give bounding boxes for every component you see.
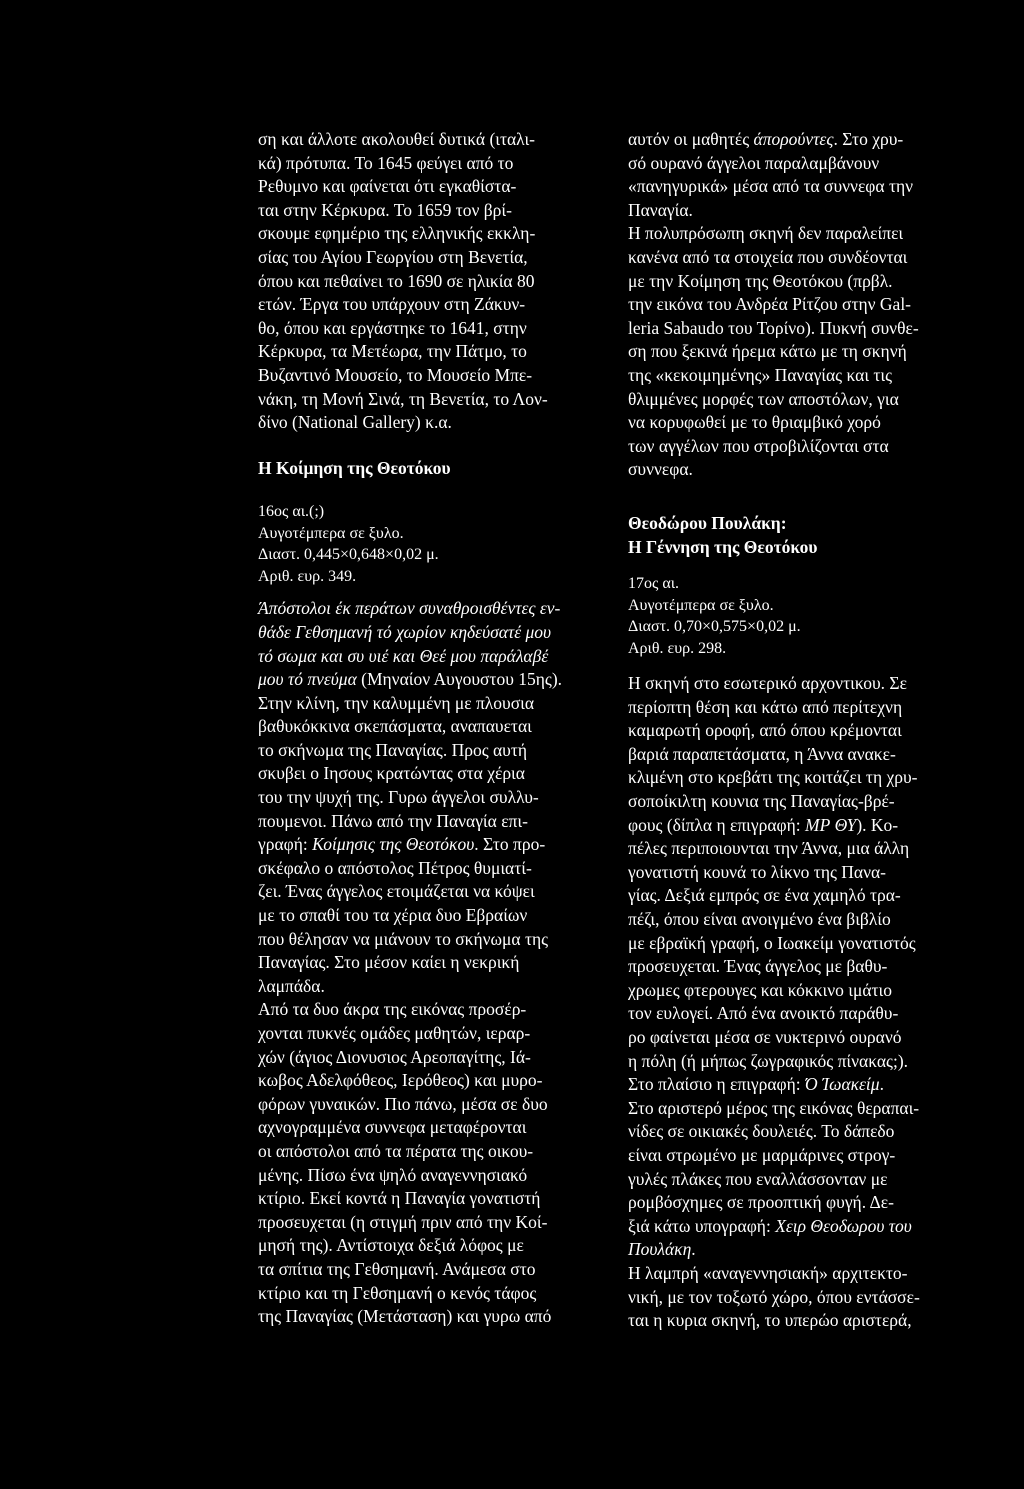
inscription-text: Κοίμησις της Θεοτόκου [312,834,475,855]
heading-line: Η Γέννηση της Θεοτόκου [628,536,818,557]
quote-paragraph [258,597,598,1328]
text-fragment: ξιά κάτω υπογραφή: [628,1215,776,1236]
meta-line: 16ος αι.(;) [258,503,325,521]
left-column [258,128,598,1329]
text-fragment: . [879,1074,884,1095]
text-line: γυλές πλάκες που εναλλάσσονταν με [628,1168,888,1189]
text-line: του την ψυχή της. Γυρω άγγελοι συλλυ- [258,787,539,808]
text-line: Η πολυπρόσωπη σκηνή δεν παραλείπει [628,223,904,244]
right-column [628,128,968,1333]
text-line: θλιμμένες μορφές των αποστόλων, για [628,388,899,409]
meta-line: Αυγοτέμπερα σε ξυλο. [628,596,774,614]
text-line: Στο αριστερό μέρος της εικόνας θεραπαι- [628,1097,920,1118]
section-heading: Η Κοίμηση της Θεοτόκου [258,457,451,478]
text-fragment: Στο πλαίσιο η επιγραφή: [628,1074,806,1095]
meta-line: Διαστ. 0,70×0,575×0,02 μ. [628,618,801,636]
text-line: χρωμες φτερουγες και κόκκινο ιμάτιο [628,979,893,1000]
text-line: χονται πυκνές ομάδες μαθητών, ιεραρ- [258,1023,531,1043]
text-fragment: αυτόν οι μαθητές [628,129,754,149]
text-line: Η σκηνή στο εσωτερικό αρχοντικου. Σε [628,673,907,694]
text-line: τον ευλογεί. Από ένα ανοικτό παράθυ- [628,1003,899,1024]
meta-line: Διαστ. 0,445×0,648×0,02 μ. [258,546,439,564]
text-line: κά) πρότυπα. Το 1645 φεύγει από το [258,152,514,173]
text-line: Παναγίας. Στο μέσον καίει η νεκρική [258,952,520,973]
text-line: οι απόστολοι από τα πέρατα της οικου- [258,1140,534,1161]
text-line: βαριά παραπετάσματα, η Άννα ανακε- [628,743,896,764]
text-line [628,1215,968,1239]
text-line: σοποίκιλτη κουνια της Παναγίας-βρέ- [628,791,895,812]
continuation-paragraph [628,128,968,482]
quote-text: θάδε Γεθσημανή τό χωρίον κηδεύσατέ μου [258,621,552,642]
heading-line: Θεοδώρου Πουλάκη: [628,512,787,533]
text-fragment: . [691,1239,696,1260]
text-line [628,1073,968,1097]
text-line: περίοπτη θέση και κάτω από περίτεχνη [628,696,903,717]
text-line: Ρεθυμνο και φαίνεται ότι εγκαθίστα- [258,176,517,197]
text-line: η πόλη (ή μήπως ζωγραφικός πίνακας;). [628,1050,909,1071]
text-line: νική, με τον τοξωτό χώρο, όπου εντάσσε- [628,1286,920,1307]
meta-line: Αριθ. ευρ. 298. [628,639,727,657]
text-line: πουμενοι. Πάνω από την Παναγία επι- [258,810,528,831]
text-line: τα σπίτια της Γεθσημανή. Ανάμεσα στο [258,1258,536,1279]
text-line: ται η κυρια σκηνή, το υπερώο αριστερά, [628,1310,912,1331]
text-line: κλιμένη στο κρεβάτι της κοιτάζει τη χρυ- [628,767,918,788]
inscription-text: ΜΡ ΘΥ [805,814,857,835]
text-line: το σκήνωμα της Παναγίας. Προς αυτή [258,739,528,760]
text-line: σό ουρανό άγγελοι παραλαμβάνουν [628,152,880,173]
text-line: μησή της). Αντίστοιχα δεξιά λόφος με [258,1235,524,1256]
text-line: ετών. Έργα του υπάρχουν στη Ζάκυν- [258,294,526,315]
text-line: προσευχεται (η στιγμή πριν από την Κοί- [258,1211,548,1232]
text-line: την εικόνα του Ανδρέα Ρίτζου στην Gal- [628,294,912,315]
text-line: σκουμε εφημέριο της ελληνικής εκκλη- [258,223,536,244]
text-line [258,833,598,857]
text-line: ζει. Ένας άγγελος ετοιμάζεται να κόψει [258,881,535,902]
text-line: «πανηγυρικά» μέσα από τα συννεφα την [628,176,914,197]
text-line: της «κεκοιμημένης» Παναγίας και τις [628,364,893,385]
text-line: κανένα από τα στοιχεία που συνδέονται [628,246,908,267]
text-line: κτίριο. Εκεί κοντά η Παναγία γονατιστή [258,1188,541,1209]
meta-line: Αυγοτέμπερα σε ξυλο. [258,524,404,542]
text-line: Βυζαντινό Μουσείο, το Μουσείο Μπε- [258,364,533,385]
text-fragment: . Στο προ- [474,834,546,855]
inscription-text: Ό Ίωακείμ [805,1074,880,1095]
text-line: με εβραϊκή γραφή, ο Ιωακείμ γονατιστός [628,932,916,953]
text-fragment: γραφή: [258,834,313,855]
quote-source: (Μηναίον Αυγουστου 15ης). [356,669,563,690]
text-line: ση και άλλοτε ακολουθεί δυτικά (ιταλι- [258,129,535,149]
text-line: Στην κλίνη, την καλυμμένη με πλουσια [258,692,535,713]
text-line: συννεφα. [628,459,693,480]
text-line: φόρων γυναικών. Πιο πάνω, μέσα σε δυο [258,1093,548,1114]
text-line: σκέφαλο ο απόστολος Πέτρος θυμιατί- [258,857,532,878]
text-line: με το σπαθί του τα χέρια δυο Εβραίων [258,905,528,926]
text-line: ται στην Κέρκυρα. Το 1659 τον βρί- [258,199,512,220]
text-line: ρο φαίνεται μέσα σε νυκτερινό ουρανό [628,1027,902,1047]
text-line: όπου και πεθαίνει το 1690 σε ηλικία 80 [258,270,535,291]
quote-text: μου τό πνεύμα [258,669,357,690]
text-line: λαμπάδα. [258,975,325,996]
text-line: σίας του Αγίου Γεωργίου στη Βενετία, [258,246,528,267]
text-line: αχνογραμμένα συννεφα μεταφέρονται [258,1117,527,1138]
artwork-meta [628,573,968,659]
text-fragment: ). Κο- [856,814,899,835]
text-line [258,668,598,692]
text-line: της Παναγίας (Μετάσταση) και γυρω από [258,1306,552,1327]
text-line [628,128,968,152]
text-line: πέζι, όπου είναι ανοιγμένο ένα βιβλίο [628,909,891,930]
text-line: ρομβόσχημες σε προοπτική φυγή. Δε- [628,1192,894,1213]
text-line [258,621,598,645]
text-line: βαθυκόκκινα σκεπάσματα, αναπαυεται [258,716,532,737]
text-line: πέλες περιποιουνται την Άννα, μια άλλη [628,838,910,859]
section-heading [628,512,968,559]
text-line: Παναγία. [628,199,693,220]
quote-text: τό σωμα και συ υιέ και Θεέ μου παράλαβέ [258,645,549,666]
text-line [628,1238,968,1262]
text-line: Από τα δυο άκρα της εικόνας προσέρ- [258,999,527,1020]
text-line: Η λαμπρή «αναγεννησιακή» αρχιτεκτο- [628,1262,908,1283]
text-line: Κέρκυρα, τα Μετέωρα, την Πάτμο, το [258,341,527,362]
text-line: κωβος Αδελφόθεος, Ιερόθεος) και μυρο- [258,1070,543,1091]
artwork-meta [258,501,598,587]
text-line: είναι στρωμένο με μαρμάρινες στρογ- [628,1144,896,1165]
text-line [258,645,598,669]
quote-text: Άπόστολοι έκ περάτων συναθροισθέντες εν- [258,598,561,619]
text-line: προσευχεται. Ένας άγγελος με βαθυ- [628,956,888,977]
meta-line: Αριθ. ευρ. 349. [258,567,357,585]
signature-text: Χειρ Θεοδωρου του [775,1215,912,1236]
text-line: σκυβει ο Ιησους κρατώντας στα χέρια [258,763,525,784]
text-line: leria Sabaudo του Τορίνο). Πυκνή συνθε- [628,317,919,338]
text-line: των αγγέλων που στροβιλίζονται στα [628,435,889,456]
text-fragment: φους (δίπλα η επιγραφή: [628,814,806,835]
text-line: καμαρωτή οροφή, από όπου κρέμονται [628,720,902,741]
text-line: κτίριο και τη Γεθσημανή ο κενός τάφος [258,1282,537,1303]
text-line: δίνο (National Gallery) κ.α. [258,412,452,433]
text-line: που θέλησαν να μιάνουν το σκήνωμα της [258,928,549,949]
text-line: νίδες σε οικιακές δουλειές. Το δάπεδο [628,1121,895,1142]
signature-text: Πουλάκη [628,1239,692,1260]
text-line: γονατιστή κουνά το λίκνο της Πανα- [628,861,887,882]
text-line: ση που ξεκινά ήρεμα κάτω με τη σκηνή [628,341,907,362]
text-line [628,814,968,838]
intro-paragraph [258,128,598,435]
meta-line: 17ος αι. [628,575,680,593]
quoted-word: άπορούντες [753,129,834,149]
description-paragraph [628,672,968,1333]
text-line: νάκη, τη Μονή Σινά, τη Βενετία, το Λον- [258,388,548,409]
text-line [258,597,598,621]
text-line: χών (άγιος Διονυσιος Αρεοπαγίτης, Ιά- [258,1046,531,1067]
text-line: να κορυφωθεί με το θριαμβικό χορό [628,412,881,433]
text-line: με την Κοίμηση της Θεοτόκου (πρβλ. [628,270,893,291]
text-line: μένης. Πίσω ένα ψηλό αναγεννησιακό [258,1164,528,1185]
text-line: θο, όπου και εργάστηκε το 1641, στην [258,317,527,338]
text-line: γίας. Δεξιά εμπρός σε ένα χαμηλό τρα- [628,885,901,906]
text-fragment: . Στο χρυ- [833,129,904,149]
